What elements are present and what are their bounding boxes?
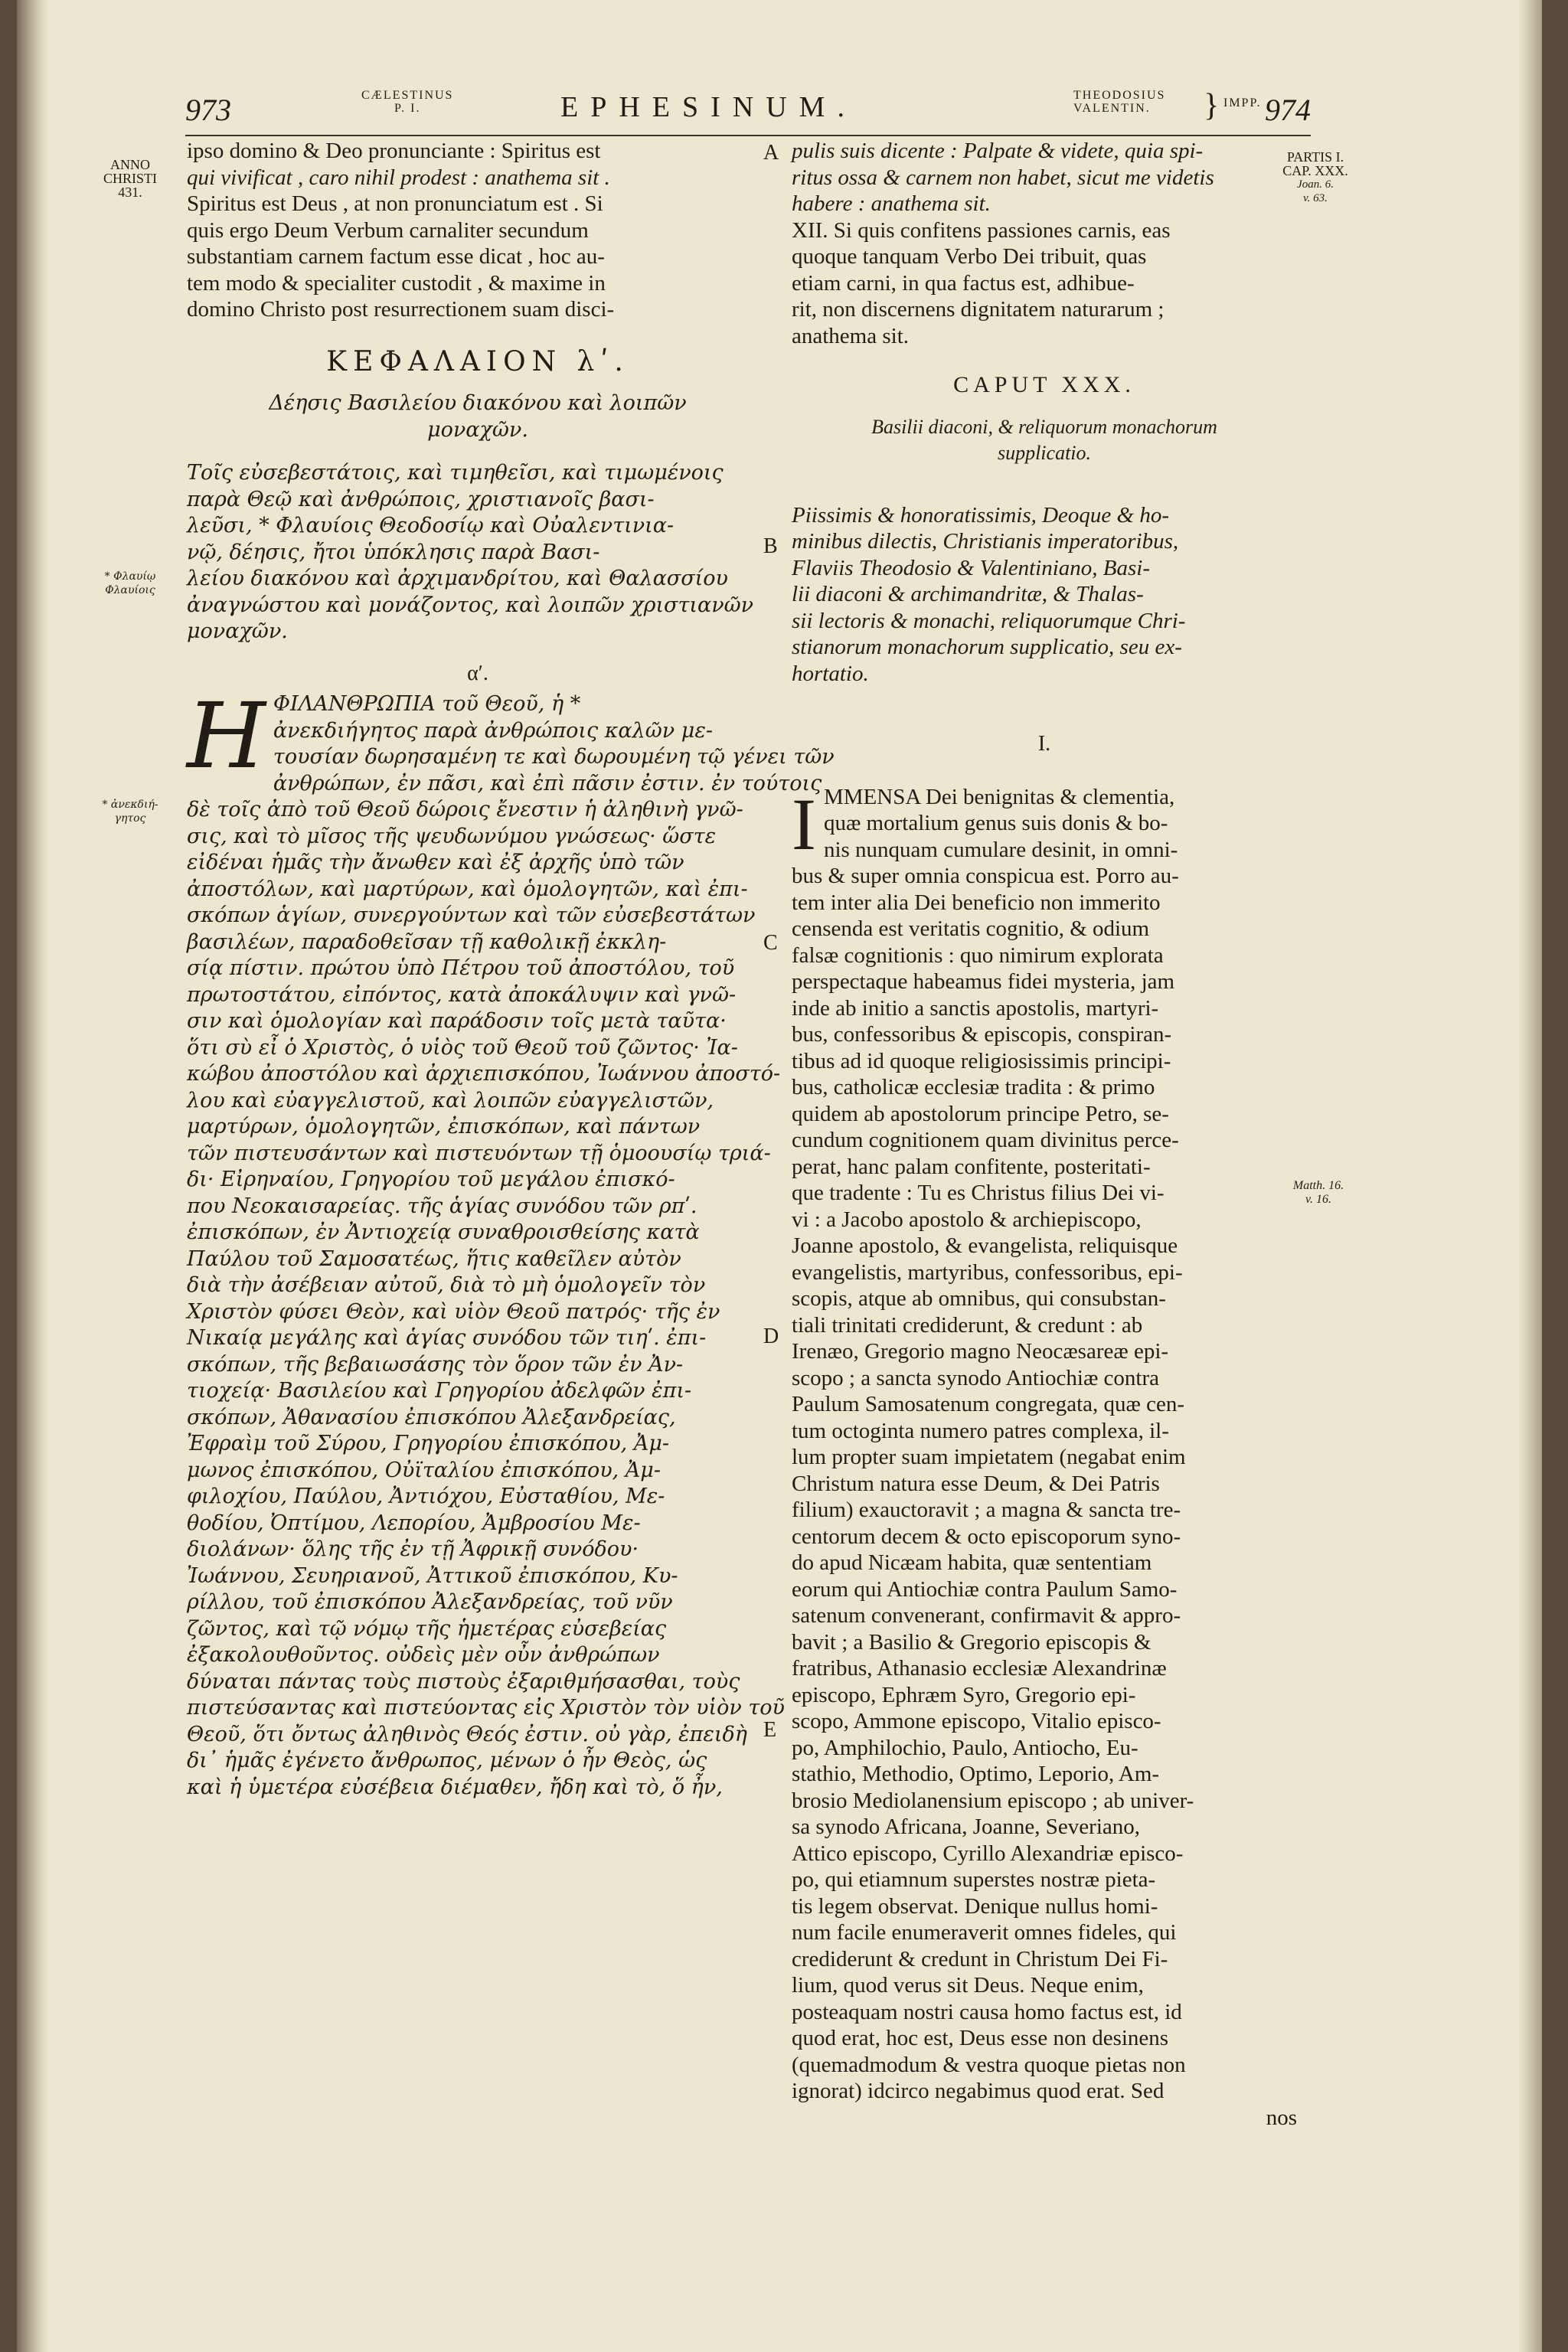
latin-column [792, 138, 1297, 2131]
right-intro: pulis suis dicente : Palpate & videte, quia spi- ritus ossa & carnem non habet, sicut me videtis habere : anathema sit. XII. Si quis confitens passiones carnis, eas quoque tanquam Verbo Dei tribuit, quas etiam carni, in qua factus est, adhibue- rit, non discernens dignitatem naturarum ; anathema sit. [792, 139, 1214, 348]
margin-anno-christi: ANNO CHRISTI 431. [103, 157, 157, 200]
margin-note-flaviis: * Φλαυίῳ Φλαυίοις [104, 570, 156, 596]
greek-drop-cap: Η [187, 683, 266, 789]
running-header [185, 83, 1311, 129]
margin-partis-caput: PARTIS I. CAP. XXX. Joan. 6. v. 63. [1282, 149, 1348, 204]
latin-chapter-subheading: Basilii diaconi, & reliquorum monachorum supplicatio. [871, 415, 1217, 464]
latin-chapter-heading: CAPUT XXX. [953, 372, 1135, 397]
margin-note-aneidigetos: * ἀνεκδιή- γητος [102, 799, 158, 825]
page-binding-shadow [17, 0, 47, 2352]
left-intro: ipso domino & Deo pronunciante : Spiritus est qui vivificat , caro nihil prodest : anathema sit . Spiritus est Deus , at non pronunciatum est . Si quis ergo Deum Verbum carnaliter secundum substantiam carnem factum esse dicat , hoc au- tem modo & specialiter custodit , & maxime in domino Christo post resurrectionem suam disci- [187, 139, 615, 322]
header-right-small: THEODOSIUS VALENTIN. [1073, 89, 1166, 115]
greek-section-number: αʹ. [467, 661, 488, 685]
greek-column [187, 138, 835, 1801]
page-number-left: 973 [185, 93, 231, 127]
section-letter-c: C [763, 931, 778, 955]
latin-address: Piissimis & honoratissimis, Deoque & ho- minibus dilectis, Christianis imperatoribus, Flaviis Theodosio & Valentiniano, Basi- lii diaconi & archimandritæ, & Thalas- sii lectoris & monachi, reliquorumque Chri- stianorum monachorum supplicatio, seu ex- hortatio. [792, 502, 1186, 686]
latin-body: I MMENSA Dei benignitas & clementia, quæ mortalium genus suis donis & bo- nis nunquam cumulare desinit, in omni- bus & super omnia conspicua est. Porro au- tem inter alia Dei beneficio non immerito censenda est veritatis cognitio, & odium falsæ cognitionis : quo nimirum explorata perspectaque habeamus fidei mysteria, jam inde ab initio a sanctis apostolis, martyri- bus, confessoribus & episcopis, conspiran- tibus ad id quoque religiosissimis principi- bus, catholicæ ecclesiæ tradita : & primo quidem ab apostolorum principe Petro, se- cundum cognitionem quam divinitus perce- perat, hanc palam confitente, posteritati- que tradente : Tu es Christus filius Dei vi- vi : a Jacobo apostolo & archiepiscopo, Joanne apostolo, & evangelista, reliquisque evangelistis, martyribus, confessoribus, epi- scopis, atque ab omnibus, qui consubstan- tiali trinitati crediderunt, & credunt : ab Irenæo, Gregorio magno Neocæsareæ epi- scopo ; a sancta synodo Antiochiæ contra Paulum Samosatenum congregata, quæ cen- tum octoginta numero patres complexa, il- lum propter suam impietatem (negabat enim Christum natura esse Deum, & Dei Patris filium) exauctoravit ; a magna & sancta tre- centorum decem & octo episcoporum syno- do apud Nicæam habita, quæ sententiam eorum qui Antiochiæ contra Paulum Samo- satenum convenerant, confirmavit & appro- bavit ; a Basilio & Gregorio episcopis & fratribus, Athanasio ecclesiæ Alexandrinæ episcopo, Ephræm Syro, Gregorio epi- scopo, Ammone episcopo, Vitalio episco- po, Amphilochio, Paulo, Antiocho, Eu- stathio, Methodio, Optimo, Leporio, Am- brosio Mediolanensium episcopo ; ab univer- sa synodo Africana, Joanne, Severiano, Attico episcopo, Cyrillo Alexandriæ episco- po, qui etiamnum superstes nostræ pieta- tis legem observat. Denique nullus homi- num facile enumeraverit omnes fideles, qui crediderunt & credunt in Christum Dei Fi- lium, quod verus sit Deus. Neque enim, posteaquam nostri causa homo factus est, id quod erat, hoc est, Deus esse non desinens (quemadmodum & vestra quoque pietas non ignorat) idcirco negabimus quod erat. Sed nos [792, 782, 1297, 2130]
section-letter-a: A [763, 141, 779, 165]
page-number-right: 974 [1265, 93, 1311, 127]
section-letter-e: E [763, 1718, 777, 1742]
greek-chapter-heading: ΚΕΦΑΛΑΙΟΝ λʹ. [326, 345, 629, 377]
header-title: EPHESINUM. [560, 91, 857, 123]
greek-address: Τοῖς εὐσεβεστάτοις, καὶ τιμηθεῖσι, καὶ τιμωμένοις παρὰ Θεῷ καὶ ἀνθρώποις, χριστιανοῖς βασι- λεῦσι, * Φλαυίοις Θεοδοσίῳ καὶ Οὐαλεντινια- νῷ, δέησις, ἤτοι ὑπόκλησις παρὰ Βασι- λείου διακόνου καὶ ἀρχιμανδρίτου, καὶ Θαλασσίου ἀναγνώστου καὶ μονάζοντος, καὶ λοιπῶν χριστιανῶν μοναχῶν. [187, 461, 754, 643]
section-letter-d: D [763, 1325, 779, 1348]
header-left-small: CÆLESTINUS P. I. [361, 89, 454, 115]
header-rule [185, 135, 1311, 136]
header-impp: IMPP. [1223, 96, 1262, 109]
header-brace: } [1204, 88, 1220, 123]
page-edge-shadow [1517, 0, 1542, 2352]
margin-matthew-ref: Matth. 16. v. 16. [1292, 1179, 1344, 1206]
latin-drop-cap: I [792, 782, 816, 865]
latin-section-number: I. [1037, 732, 1051, 756]
greek-chapter-subheading: Δέησις Βασιλείου διακόνου καὶ λοιπῶν μοναχῶν. [269, 391, 687, 442]
section-letter-b: B [763, 534, 778, 558]
book-page [17, 0, 1542, 2352]
greek-body: Η ΦΙΛΑΝΘΡΩΠΙΑ τοῦ Θεοῦ, ἡ * ἀνεκδιήγητος παρὰ ἀνθρώποις καλῶν με- τουσίαν δωρησαμένη τε καὶ δωρουμένη τῷ γένει τῶν ἀνθρώπων, ἐν πᾶσι, καὶ ἐπὶ πᾶσιν ἐστιν. ἐν τούτοις δὲ τοῖς ἀπὸ τοῦ Θεοῦ δώροις ἔνεστιν ἡ ἀληθινὴ γνῶ- σις, καὶ τὸ μῖσος τῆς ψευδωνύμου γνώσεως· ὥστε εἰδέναι ἡμᾶς τὴν ἄνωθεν καὶ ἐξ ἀρχῆς ὑπὸ τῶν ἀποστόλων, καὶ μαρτύρων, καὶ ὁμολογητῶν, καὶ ἐπι- σκόπων ἁγίων, συνεργούντων καὶ τῶν εὐσεβεστάτων βασιλέων, παραδοθεῖσαν τῇ καθολικῇ ἐκκλη- σίᾳ πίστιν. πρώτου ὑπὸ Πέτρου τοῦ ἀποστόλου, τοῦ πρωτοστάτου, εἰπόντος, κατὰ ἀποκάλυψιν καὶ γνῶ- σιν καὶ ὁμολογίαν καὶ παράδοσιν τοῖς μετὰ ταῦτα· ὅτι σὺ εἶ ὁ Χριστὸς, ὁ υἱὸς τοῦ Θεοῦ τοῦ ζῶντος· Ἰα- κώβου ἀποστόλου καὶ ἀρχιεπισκόπου, Ἰωάννου ἀποστό- λου καὶ εὐαγγελιστοῦ, καὶ λοιπῶν εὐαγγελιστῶν, μαρτύρων, ὁμολογητῶν, ἐπισκόπων, καὶ πάντων τῶν πιστευσάντων καὶ πιστευόντων τῇ ὁμοουσίῳ τριά- δι· Εἰρηναίου, Γρηγορίου τοῦ μεγάλου ἐπισκό- που Νεοκαισαρείας. τῆς ἁγίας συνόδου τῶν ρπʹ. ἐπισκόπων, ἐν Ἀντιοχείᾳ συναθροισθείσης κατὰ Παύλου τοῦ Σαμοσατέως, ἥτις καθεῖλεν αὐτὸν διὰ τὴν ἀσέβειαν αὐτοῦ, διὰ τὸ μὴ ὁμολογεῖν τὸν Χριστὸν φύσει Θεὸν, καὶ υἱὸν Θεοῦ πατρός· τῆς ἐν Νικαίᾳ μεγάλης καὶ ἁγίας συνόδου τῶν τιηʹ. ἐπι- σκόπων, τῆς βεβαιωσάσης τὸν ὅρον τῶν ἐν Ἀν- τιοχείᾳ· Βασιλείου καὶ Γρηγορίου ἀδελφῶν ἐπι- σκόπων, Ἀθανασίου ἐπισκόπου Ἀλεξανδρείας, Ἐφραὶμ τοῦ Σύρου, Γρηγορίου ἐπισκόπου, Ἀμ- μωνος ἐπισκόπου, Οὐϊταλίου ἐπισκόπου, Ἀμ- φιλοχίου, Παύλου, Ἀντιόχου, Εὐσταθίου, Με- θοδίου, Ὀπτίμου, Λεπορίου, Ἀμβροσίου Με- διολάνων· ὅλης τῆς ἐν τῇ Ἀφρικῇ συνόδου· Ἰωάννου, Σευηριανοῦ, Ἀττικοῦ ἐπισκόπου, Κυ- ρίλλου, τοῦ ἐπισκόπου Ἀλεξανδρείας, τοῦ νῦν ζῶντος, καὶ τῷ νόμῳ τῆς ἡμετέρας εὐσεβείας ἐξακολουθοῦντος. οὐδεὶς μὲν οὖν ἀνθρώπων δύναται πάντας τοὺς πιστοὺς ἐξαριθμήσασθαι, τοὺς πιστεύσαντας καὶ πιστεύοντας εἰς Χριστὸν τὸν υἱὸν τοῦ Θεοῦ, ὅτι ὄντως ἀληθινὸς Θεός ἐστιν. οὐ γὰρ, ἐπειδὴ δι᾽ ἡμᾶς ἐγένετο ἄνθρωπος, μένων ὁ ἦν Θεὸς, ὡς καὶ ἡ ὑμετέρα εὐσέβεια διέμαθεν, ἤδη καὶ τὸ, ὅ ἦν, [187, 683, 835, 1799]
